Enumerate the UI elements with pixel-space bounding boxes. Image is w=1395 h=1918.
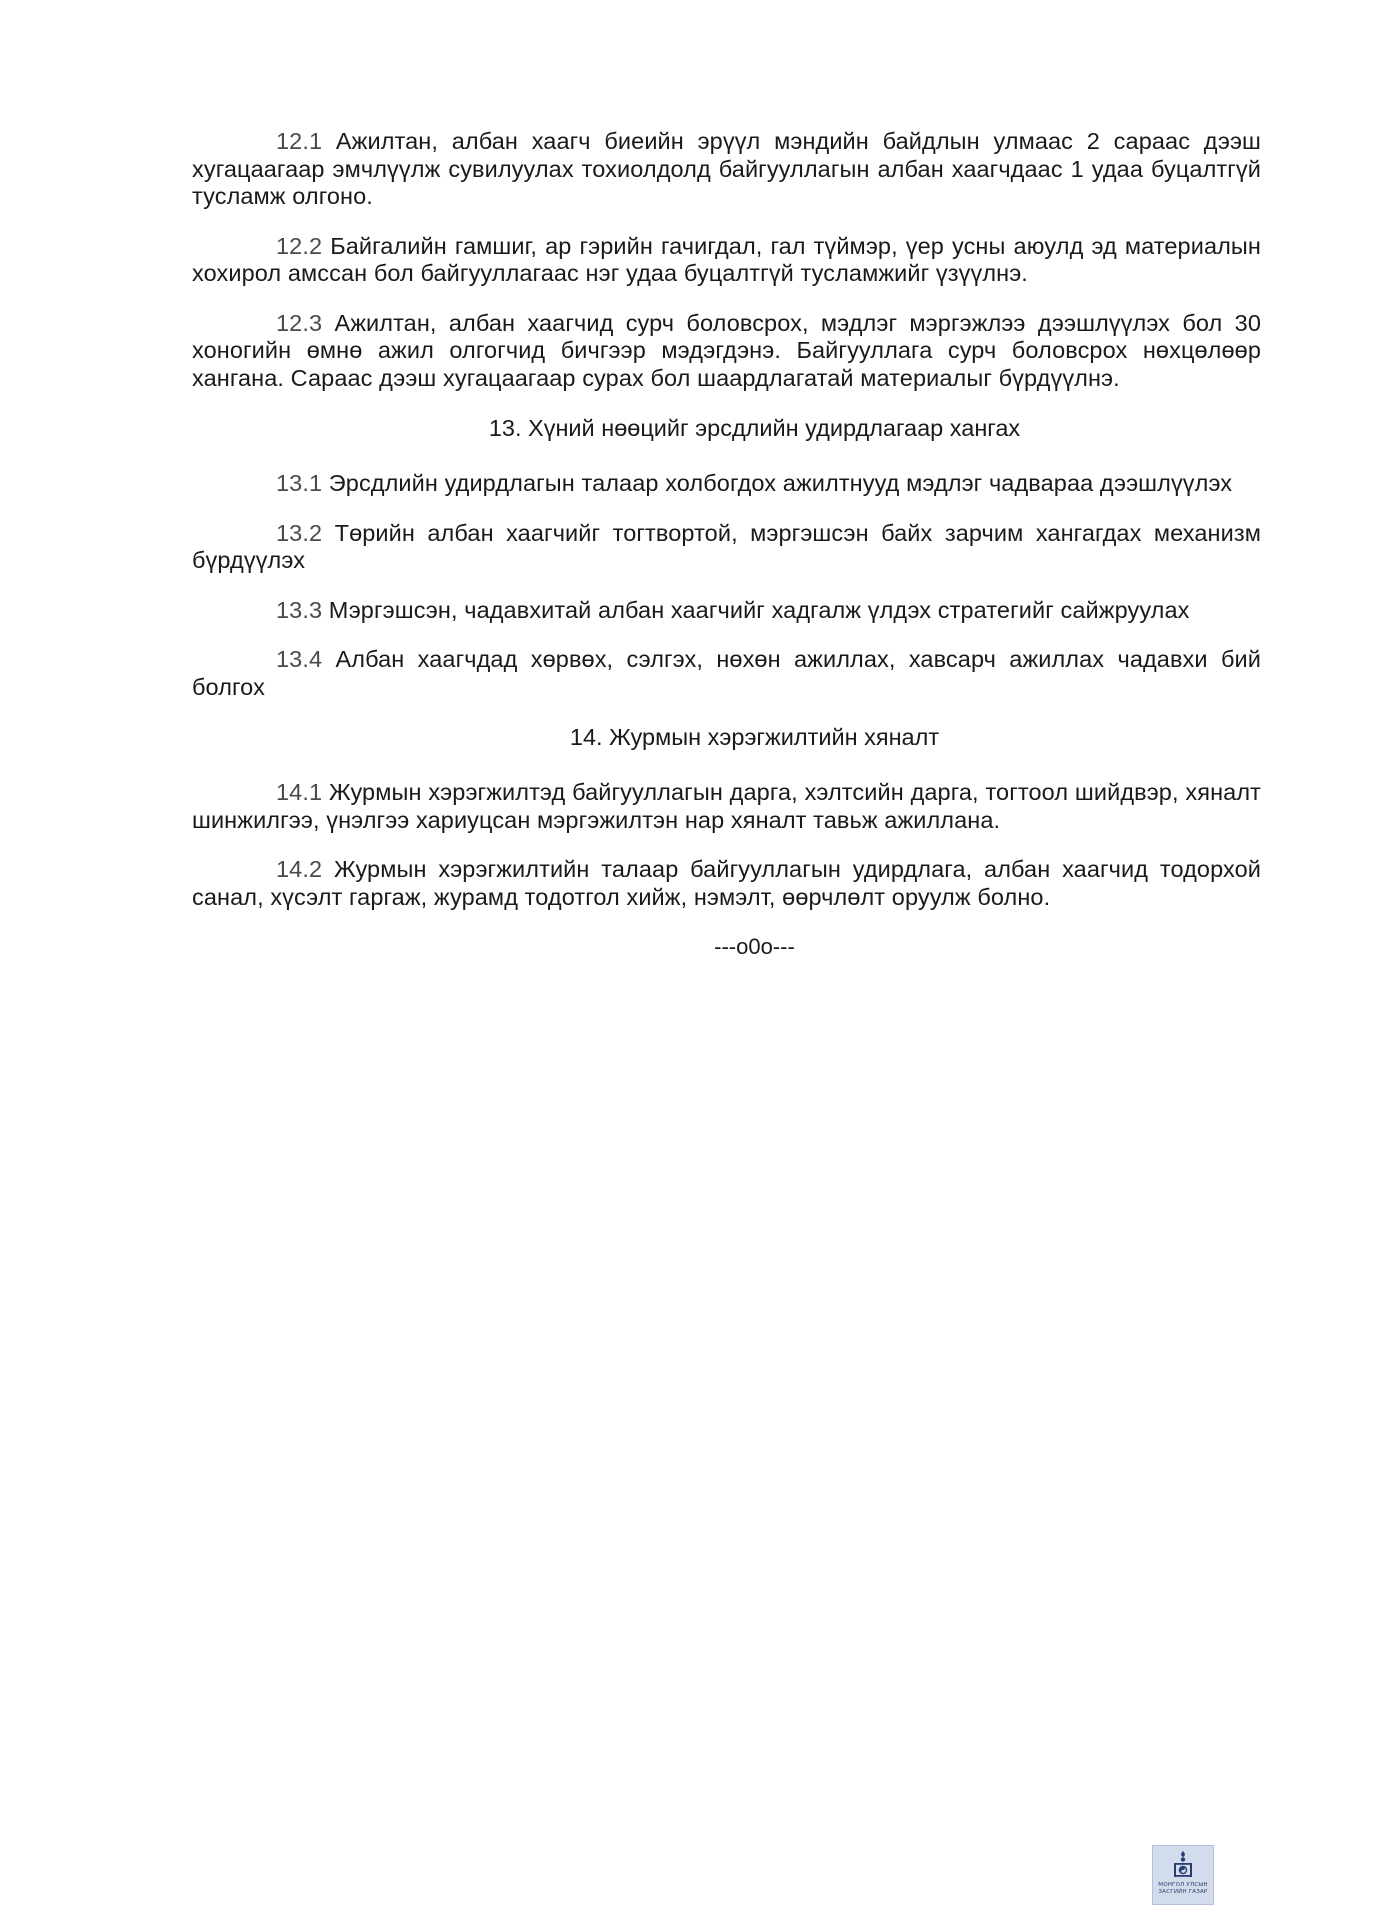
paragraph-text: Албан хаагчдад хөрвөх, сэлгэх, нөхөн ажиллах, хавсарч ажиллах чадавхи бий болгох [192,646,1261,700]
paragraph-number: 12.2 [276,232,323,259]
paragraph-number: 14.1 [276,779,323,805]
paragraph-number: 13.3 [276,596,323,623]
section-heading-14: 14. Журмын хэрэгжилтийн хяналт [569,724,940,750]
paragraph-12-2 [192,233,1261,288]
stamp-line-2: ЗАСГИЙН ГАЗАР [1158,1889,1208,1895]
paragraph-number: 13.4 [276,646,323,672]
paragraph-13-4 [192,646,1261,701]
document-page [192,128,1261,961]
paragraph-number: 12.1 [276,128,323,154]
paragraph-text: Ажилтан, албан хаагчид сурч боловсрох, мэдлэг мэргэжлээ дээшлүүлэх бол 30 хоногийн өмнө ажил олгогчид бичгээр мэдэгдэнэ. Байгууллага сурч боловсрох нөхцөлөөр хангана. Сараас дээш хугацаагаар сурах бол шаардлагатай материалыг бүрдүүлнэ. [192,309,1261,391]
paragraph-14-2 [192,856,1261,911]
paragraph-text: Мэргэшсэн, чадавхитай албан хаагчийг хадгалж үлдэх стратегийг сайжруулах [328,596,1190,623]
paragraph-12-1 [192,128,1261,211]
paragraph-13-2 [192,520,1261,575]
paragraph-text: Журмын хэрэгжилтэд байгууллагын дарга, хэлтсийн дарга, тогтоол шийдвэр, хяналт шинжилгээ, үнэлгээ хариуцсан мэргэжилтэн нар хяналт тавьж ажиллана. [192,779,1261,833]
paragraph-text: Журмын хэрэгжилтийн талаар байгууллагын удирдлага, албан хаагчид тодорхой санал, хүсэлт гаргаж, журамд тодотгол хийж, нэмэлт, өөрчлөлт оруулж болно. [192,856,1261,910]
paragraph-text: Эрсдлийн удирдлагын талаар холбогдох ажилтнууд мэдлэг чадвараа дээшлүүлэх [328,470,1233,496]
paragraph-number: 13.2 [276,519,323,546]
paragraph-number: 13.1 [276,470,323,496]
paragraph-number: 14.2 [276,856,323,882]
end-mark: ---o0o--- [714,934,795,959]
paragraph-12-3 [192,310,1261,393]
paragraph-text: Төрийн албан хаагчийг тогтвортой, мэргэшсэн байх зарчим хангагдах механизм бүрдүүлэх [192,519,1261,573]
paragraph-text: Ажилтан, албан хаагч биеийн эрүүл мэндийн байдлын улмаас 2 сараас дээш хугацаагаар эмчлүүлж сувилуулах тохиолдолд байгууллагын албан хаагчдаас 1 удаа буцалтгүй тусламж олгоно. [192,128,1261,209]
government-stamp [1152,1845,1214,1905]
soyombo-emblem-icon [1170,1850,1196,1880]
section-heading-13: 13. Хүний нөөцийг эрсдлийн удирдлагаар хангах [488,415,1021,441]
paragraph-text: Байгалийн гамшиг, ар гэрийн гачигдал, гал түймэр, үер усны аюулд эд материалын хохирол амссан бол байгууллагаас нэг удаа буцалтгүй тусламжийг үзүүлнэ. [192,232,1262,286]
paragraph-number: 12.3 [276,309,323,336]
paragraph-13-3 [192,597,1261,625]
paragraph-14-1 [192,779,1261,834]
paragraph-13-1 [192,470,1261,498]
stamp-line-1: МОНГОЛ УЛСЫН [1158,1882,1208,1888]
